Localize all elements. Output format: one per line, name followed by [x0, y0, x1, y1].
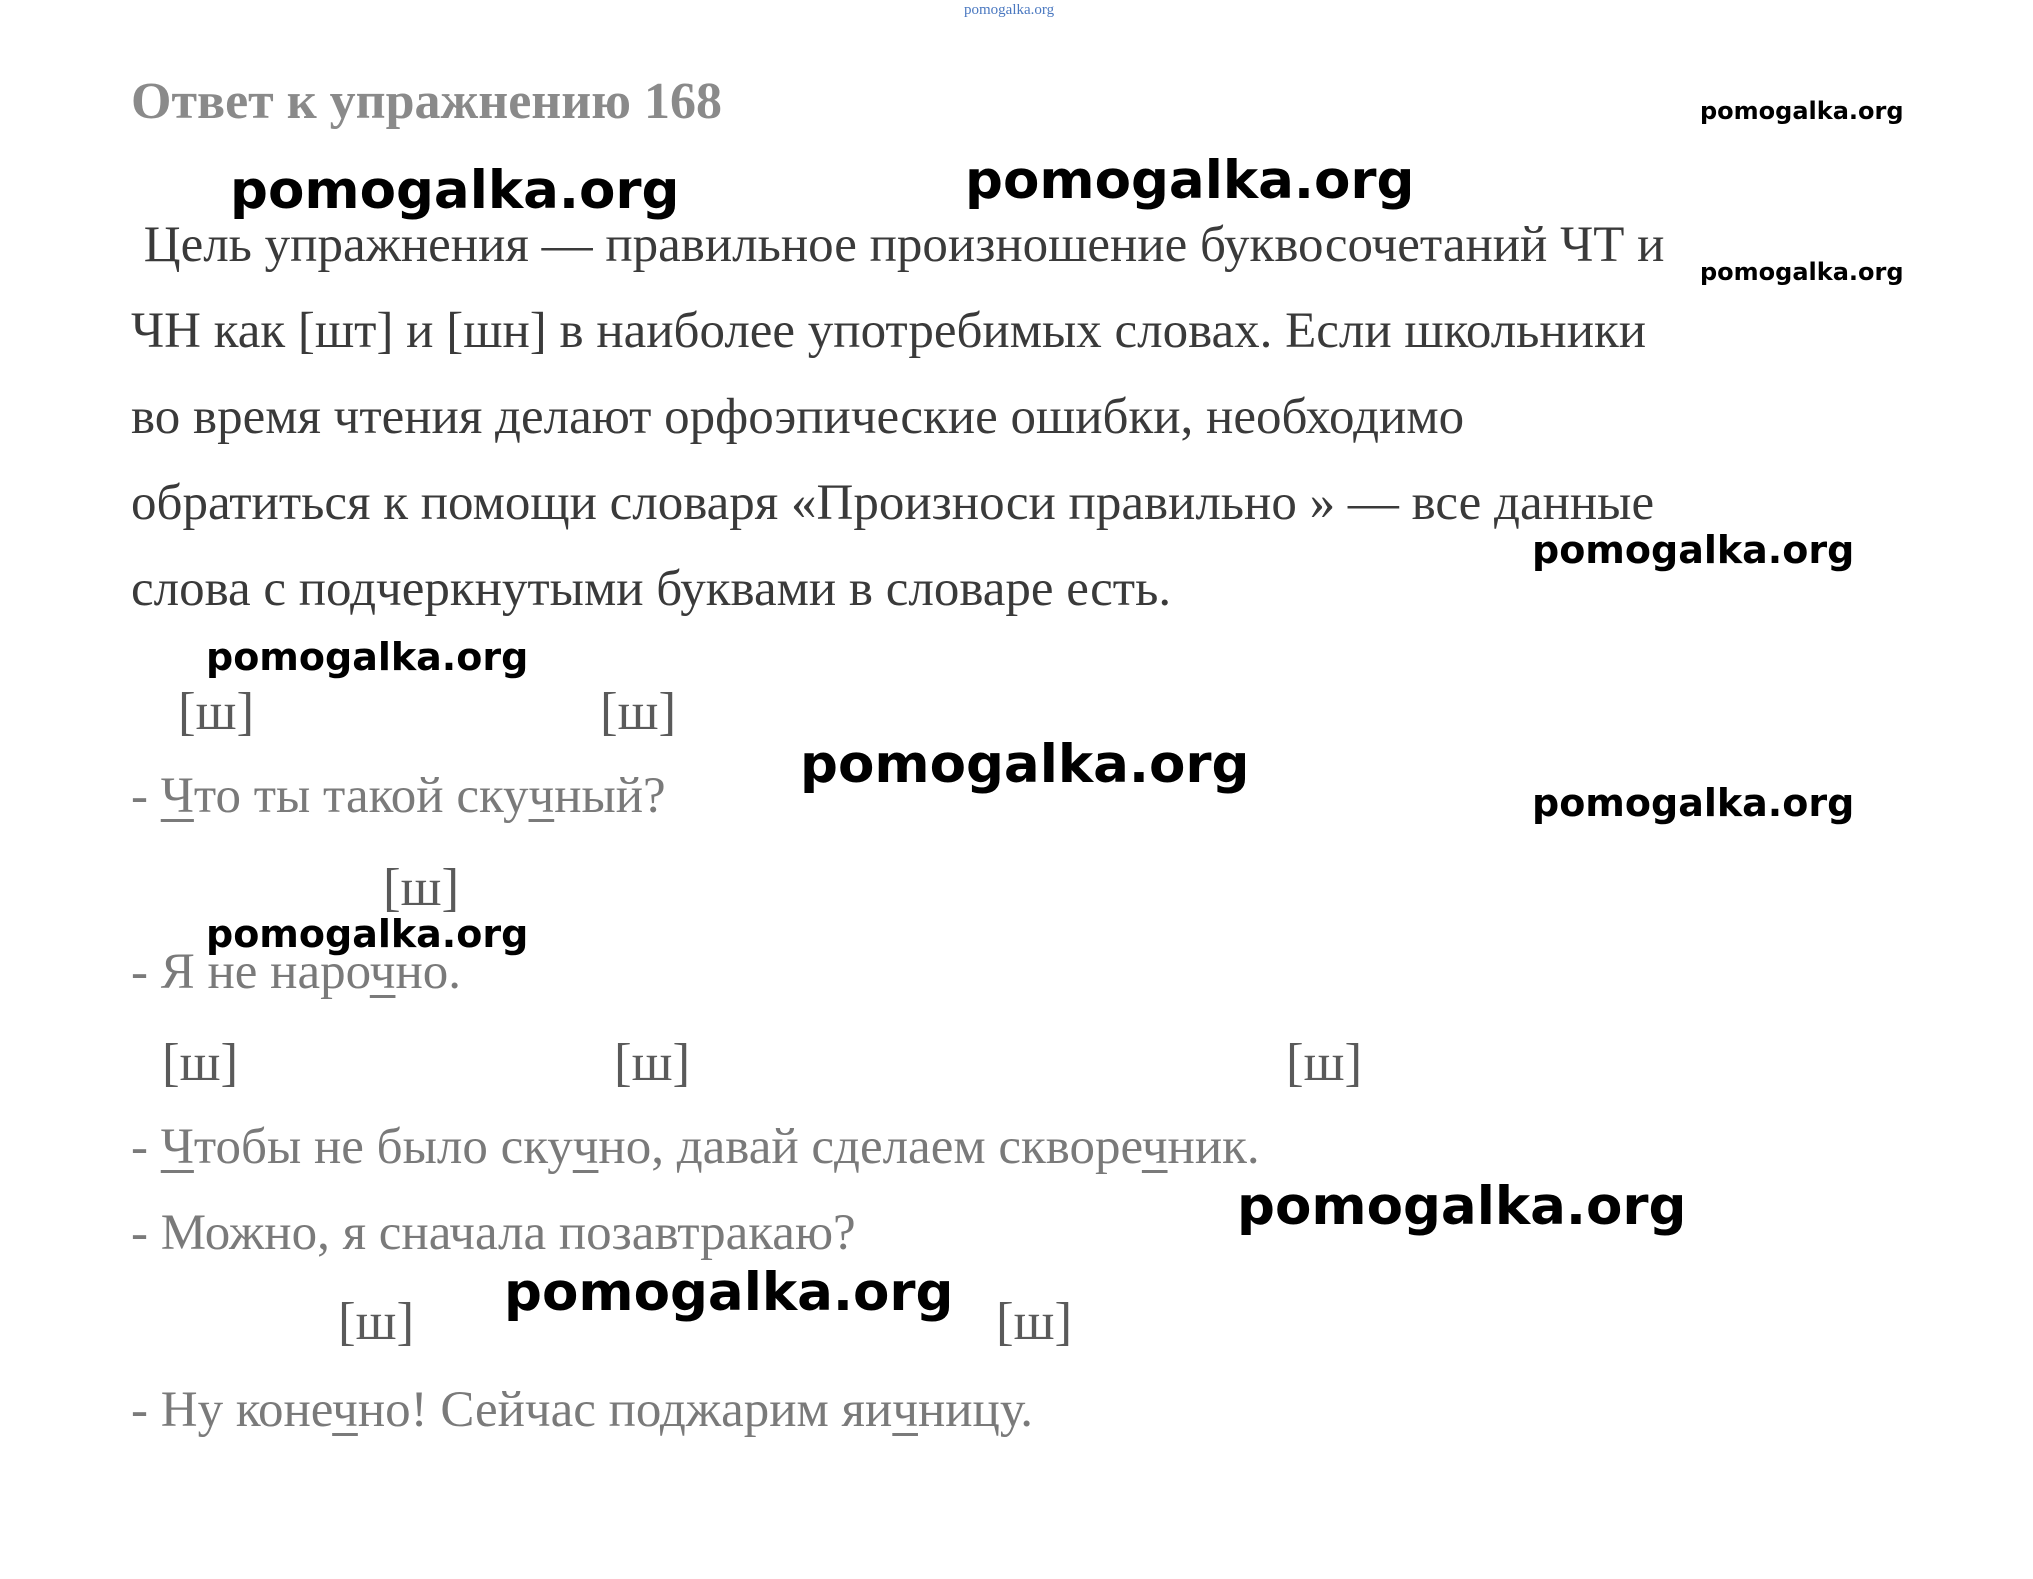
- dialogue-line-4: - Можно, я сначала позавтракаю?: [131, 1205, 856, 1261]
- watermark: pomogalka.org: [230, 160, 680, 221]
- watermark: pomogalka.org: [1237, 1176, 1687, 1237]
- dialogue-line-2: - Я не нарочно.: [131, 944, 461, 1000]
- intro-line-3: во время чтения делают орфоэпические ошибки, необходимо: [131, 389, 1465, 445]
- watermark-top: pomogalka.org: [964, 2, 1055, 18]
- watermark: pomogalka.org: [800, 734, 1250, 795]
- intro-line-1: Цель упражнения — правильное произношение буквосочетаний ЧТ и: [131, 217, 1665, 273]
- watermark: pomogalka.org: [965, 150, 1415, 211]
- dialogue-line-1: - Что ты такой скучный?: [131, 768, 666, 824]
- watermark: pomogalka.org: [206, 635, 529, 679]
- dialogue-line-3: - Чтобы не было скучно, давай сделаем скворечник.: [131, 1119, 1260, 1175]
- transcription-mark: [ш]: [383, 859, 460, 917]
- dialogue-line-5: - Ну конечно! Сейчас поджарим яичницу.: [131, 1382, 1033, 1438]
- intro-line-2: ЧН как [шт] и [шн] в наиболее употребимых словах. Если школьники: [131, 303, 1647, 359]
- transcription-mark: [ш]: [996, 1293, 1073, 1351]
- intro-line-5: слова с подчеркнутыми буквами в словаре есть.: [131, 561, 1172, 617]
- transcription-mark: [ш]: [614, 1034, 691, 1092]
- watermark: pomogalka.org: [1700, 97, 1904, 125]
- watermark: pomogalka.org: [504, 1262, 954, 1323]
- watermark: pomogalka.org: [1532, 781, 1855, 825]
- transcription-mark: [ш]: [600, 683, 677, 741]
- watermark: pomogalka.org: [1532, 528, 1855, 572]
- page-title: Ответ к упражнению 168: [131, 73, 722, 130]
- transcription-mark: [ш]: [162, 1034, 239, 1092]
- watermark: pomogalka.org: [1700, 258, 1904, 286]
- transcription-mark: [ш]: [1286, 1034, 1363, 1092]
- intro-line-4: обратиться к помощи словаря «Произноси правильно » — все данные: [131, 475, 1655, 531]
- transcription-mark: [ш]: [338, 1293, 415, 1351]
- transcription-mark: [ш]: [178, 683, 255, 741]
- watermark: pomogalka.org: [206, 912, 529, 956]
- intro-paragraph: [131, 202, 1664, 632]
